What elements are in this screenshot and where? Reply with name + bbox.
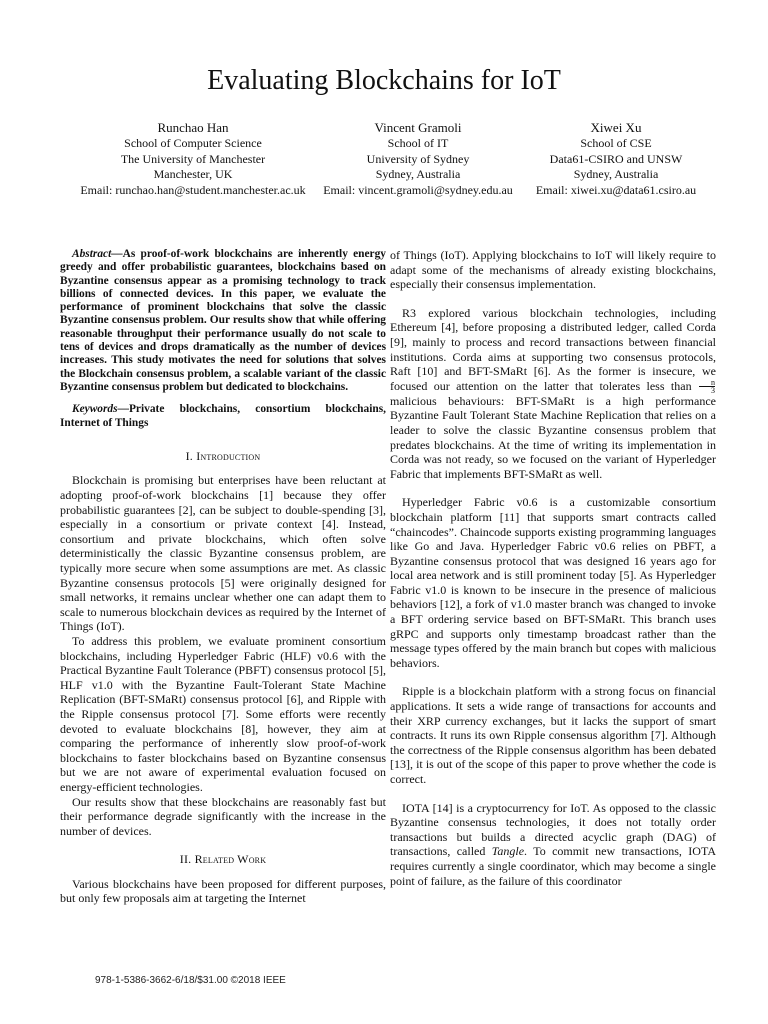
paragraph: Hyperledger Fabric v0.6 is a customizable consortium blockchain platform [11] that supports smart contracts called “chaincodes”. Chaincode supports existing programming languages like Go and Java. Hyperledger Fabric v0.6 relies on PBFT, a Byzantine consensus protocol that was designed 16 years ago for local area network and is still prominent today [5]. As Hyperledger Fabric v1.0 is known to be insecure in the presence of malicious behaviors [12], a fork of v1.0 master branch was changed to invoke a BFT ordering service based on BFT-SMaRt. This branch uses gRPC and supports only timestamp broadcast rather than the message types offered by the main branch but copes with malicious behaviors. bbox=[390, 495, 716, 670]
abstract-text: As proof-of-work blockchains are inherently energy greedy and offer probabilistic guarantees, blockchains based on Byzantine consensus appear as a promising technology to track billions of connected devices. In this paper, we evaluate the performance of prominent blockchains that solve the classic Byzantine consensus problem. Our results show that while offering reasonable throughput their performance usually do not scale to tens of devices and drops dramatically as the number of devices increases. This study motivates the need for solutions that solves the Blockchain consensus problem, a scalable variant of the classic Byzantine consensus problem but dedicated to blockchains. bbox=[60, 248, 386, 393]
abstract-label: Abstract— bbox=[72, 248, 123, 260]
author-institution: Data61-CSIRO and UNSW bbox=[549, 151, 683, 166]
author-block-1 bbox=[68, 119, 318, 198]
paragraph: To address this problem, we evaluate prominent consortium blockchains, including Hyperledger Fabric (HLF) v0.6 with the Practical Byzantine Fault Tolerance (PBFT) consensus protocol [5], HLF v1.0 with the Byzantine Fault-Tolerant State Machine Replication (BFT-SMaRt) consensus protocol [6], and Ripple with the Ripple consensus protocol [7]. Some efforts were recently devoted to evaluate blockchains [8], however, they aim at comparing the performance of inherently slow proof-of-work blockchains to faster blockchains based on Byzantine consensus but we are not aware of experimental evaluation focused on energy-efficient technologies. bbox=[60, 633, 386, 794]
paragraph-text: . To commit new transactions, IOTA requires currently a single coordinator, which may become a single point of failure, as the failure of this coordinator bbox=[390, 844, 716, 888]
paragraph: of Things (IoT). Applying blockchains to IoT will likely require to adapt some of the mechanisms of already existing blockchains, especially their consensus implementation. bbox=[390, 248, 716, 292]
author-affiliation: School of IT bbox=[387, 136, 449, 150]
paragraph-text: IOTA [14] is a cryptocurrency for IoT. As opposed to the classic Byzantine consensus technologies, it does not totally order transactions but builds a directed acyclic graph (DAG) of transactions, called bbox=[390, 800, 716, 859]
right-column bbox=[390, 248, 716, 888]
fraction-denominator: 3 bbox=[711, 385, 716, 395]
paper-title: Evaluating Blockchains for IoT bbox=[207, 65, 561, 96]
paragraph: Blockchain is promising but enterprises have been reluctant at adopting proof-of-work blockchains [1] because they offer probabilistic guarantees [2], can be subject to double-spending [3], especially in a consortium or private context [4]. Instead, consortium and private blockchains, which often solve deterministically the classic Byzantine consensus problem, are typically more secure when some assumptions are met. As classic Byzantine consensus protocols [5] were originally designed for small networks, it remains unclear whether one can adapt them to scale to numerous blockchain devices as required by the Internet of Things (IoT). bbox=[60, 473, 386, 634]
paragraph: Our results show that these blockchains are reasonably fast but their performance degrade significantly with the increase in the number of devices. bbox=[60, 794, 386, 838]
left-column bbox=[60, 248, 386, 906]
keywords-text: Private blockchains, consortium blockchains, Internet of Things bbox=[60, 403, 386, 429]
author-email: Email: vincent.gramoli@sydney.edu.au bbox=[323, 182, 513, 197]
copyright-footer: 978-1-5386-3662-6/18/$31.00 ©2018 IEEE bbox=[95, 975, 286, 986]
author-affiliation: School of CSE bbox=[580, 136, 652, 150]
author-name: Vincent Gramoli bbox=[374, 120, 462, 135]
paragraph-text: R3 explored various blockchain technologies, including Ethereum [4], before proposing a distributed ledger, called Corda [9], mainly to process and record transactions between financial institutions. Corda aims at supporting two consensus protocols, Raft [10] and BFT-SMaRt [6]. As the former is insecure, we focused our attention on the latter that tolerates less than bbox=[390, 305, 716, 393]
author-block-2 bbox=[306, 119, 530, 198]
keywords bbox=[60, 403, 386, 430]
author-email: Email: xiwei.xu@data61.csiro.au bbox=[535, 182, 697, 197]
italic-term: Tangle bbox=[491, 844, 525, 859]
author-institution: The University of Manchester bbox=[120, 151, 266, 166]
paragraph: Ripple is a blockchain platform with a strong focus on financial applications. It sets a wide range of transactions for accounts and their XRP currency exchanges, but it lacks the support of smart contracts. It runs its own Ripple consensus algorithm [7]. Although the correctness of the Ripple consensus algorithm has been debated [13], it is out of the scope of this paper to prove whether the code is correct. bbox=[390, 684, 716, 786]
section-heading-related-work: II. Related Work bbox=[179, 852, 267, 867]
keywords-label: Keywords— bbox=[72, 403, 129, 416]
fraction-numerator: n bbox=[699, 379, 715, 387]
paragraph-r3 bbox=[390, 306, 716, 482]
author-location: Sydney, Australia bbox=[375, 167, 461, 181]
paragraph: Various blockchains have been proposed for different purposes, but only few proposals aim at targeting the Internet bbox=[60, 876, 386, 906]
author-location: Sydney, Australia bbox=[573, 167, 659, 181]
author-email: Email: runchao.han@student.manchester.ac.uk bbox=[80, 182, 306, 197]
author-block-3 bbox=[516, 119, 716, 198]
section-heading-introduction: I. Introduction bbox=[185, 448, 261, 463]
author-institution: University of Sydney bbox=[366, 151, 470, 166]
author-location: Manchester, UK bbox=[153, 167, 233, 181]
abstract bbox=[60, 248, 386, 394]
author-name: Xiwei Xu bbox=[590, 120, 642, 135]
paragraph-iota bbox=[390, 801, 716, 889]
paragraph-text: malicious behaviours: BFT-SMaRt is a high performance Byzantine Fault Tolerant State Machine Replication that relies on a leader to solve the classic Byzantine consensus problem that predates blockchains. At the time of writing its implementation in Corda was not ready, so we focused on the variant of Hyperledger Fabric that implements BFT-SMaRt as well. bbox=[390, 393, 716, 481]
fraction-n-over-3 bbox=[699, 379, 715, 394]
author-affiliation: School of Computer Science bbox=[124, 136, 262, 150]
author-name: Runchao Han bbox=[157, 120, 229, 135]
